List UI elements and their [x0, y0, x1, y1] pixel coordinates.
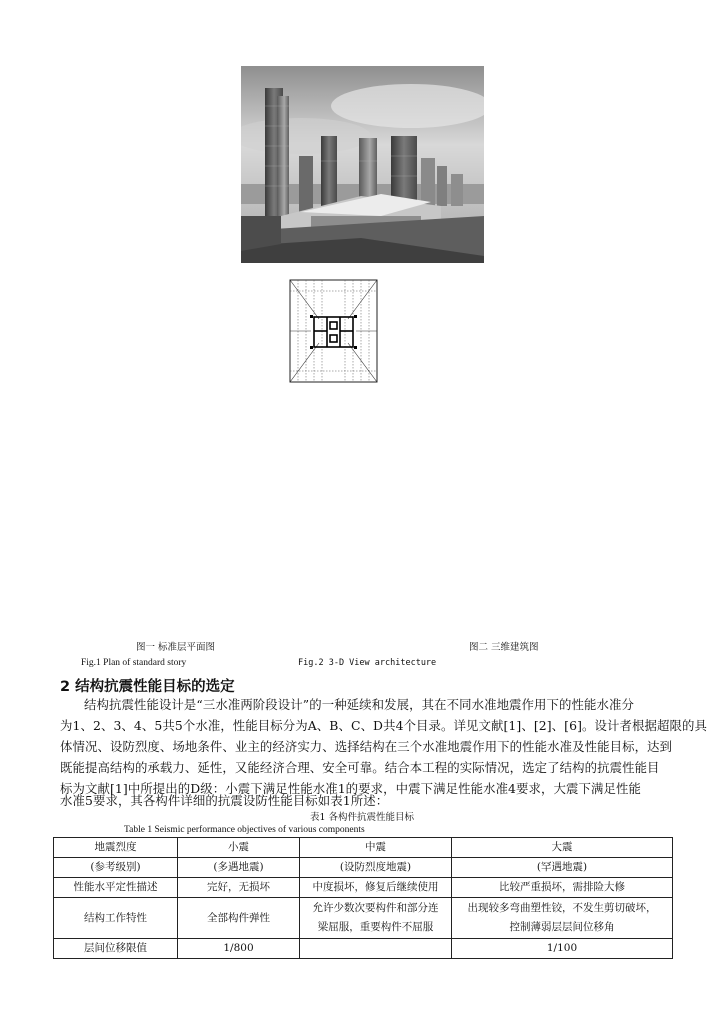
table-row	[54, 939, 673, 959]
table-cell: (参考级别)	[54, 858, 178, 878]
table-cell-line: 梁屈服，重要构件不屈服	[317, 921, 434, 933]
table-cell: 完好，无损坏	[178, 878, 300, 898]
fig1-caption-en: Fig.1 Plan of standard story	[81, 658, 187, 668]
table-cell	[300, 898, 452, 939]
fig2-caption-en-text: Fig.2 3-D View architecture	[298, 658, 437, 668]
table-cell: (设防烈度地震)	[300, 858, 452, 878]
table-cell: 中度损坏，修复后继续使用	[300, 878, 452, 898]
seismic-performance-table	[53, 837, 673, 959]
fig2-caption-en	[298, 658, 436, 668]
building-rendering-image	[241, 66, 484, 263]
table-title-cn: 表1 各构件抗震性能目标	[309, 812, 415, 823]
paragraph-line: 为1、2、3、4、5共5个水准，性能目标分为A、B、C、D共4个目录。详见文献[1]、[2]、[6]。设计者根据超限的具	[60, 718, 707, 733]
table-cell: 比较严重损坏，需排险大修	[452, 878, 673, 898]
paragraph-line: 体情况、设防烈度、场地条件、业主的经济实力、选择结构在三个水准地震作用下的性能水准及性能目标，达到	[60, 739, 673, 754]
table-cell-line: 控制薄弱层层间位移角	[509, 921, 615, 933]
table-cell-line: 出现较多弯曲塑性铰，不发生剪切破坏，	[467, 902, 657, 914]
standard-story-plan-drawing	[289, 279, 378, 383]
table-cell: 1/800	[178, 939, 300, 959]
table-cell: 层间位移限值	[54, 939, 178, 959]
table-row	[54, 878, 673, 898]
table-cell: 性能水平定性描述	[54, 878, 178, 898]
table-cell: 中震	[300, 838, 452, 858]
floor-plan-svg	[289, 279, 378, 383]
table-cell: 全部构件弹性	[178, 898, 300, 939]
table-cell	[452, 898, 673, 939]
table-cell	[300, 939, 452, 959]
table-row	[54, 858, 673, 878]
paragraph-line: 水准5要求，其各构件详细的抗震设防性能目标如表1所述：	[60, 793, 389, 808]
paragraph-line: 标为文献[1]中所提出的D级：小震下满足性能水准1的要求，中震下满足性能水准4要求，大震下满足性能	[60, 781, 641, 796]
fig2-caption-cn: 图二 三维建筑图	[469, 642, 539, 653]
table-cell-line: 允许少数次要构件和部分连	[312, 902, 439, 914]
paragraph-line: 结构抗震性能设计是“三水准两阶段设计”的一种延续和发展，其在不同水准地震作用下的性能水准分	[84, 697, 634, 712]
fig1-caption-cn: 图一 标准层平面图	[136, 642, 216, 653]
table-row	[54, 838, 673, 858]
table-cell: (多遇地震)	[178, 858, 300, 878]
table-row	[54, 898, 673, 939]
paragraph-line: 既能提高结构的承载力、延性，又能经济合理、安全可靠。结合本工程的实际情况，选定了结构的抗震性能目	[60, 760, 660, 775]
table-title-en: Table 1 Seismic performance objectives of various components	[124, 825, 365, 835]
table-cell: 地震烈度	[54, 838, 178, 858]
table-cell: 小震	[178, 838, 300, 858]
table-cell: 大震	[452, 838, 673, 858]
table-cell: (罕遇地震)	[452, 858, 673, 878]
section-heading: 2 结构抗震性能目标的选定	[60, 679, 235, 695]
table-cell: 1/100	[452, 939, 673, 959]
table-cell: 结构工作特性	[54, 898, 178, 939]
building-rendering-drawing	[241, 66, 484, 263]
